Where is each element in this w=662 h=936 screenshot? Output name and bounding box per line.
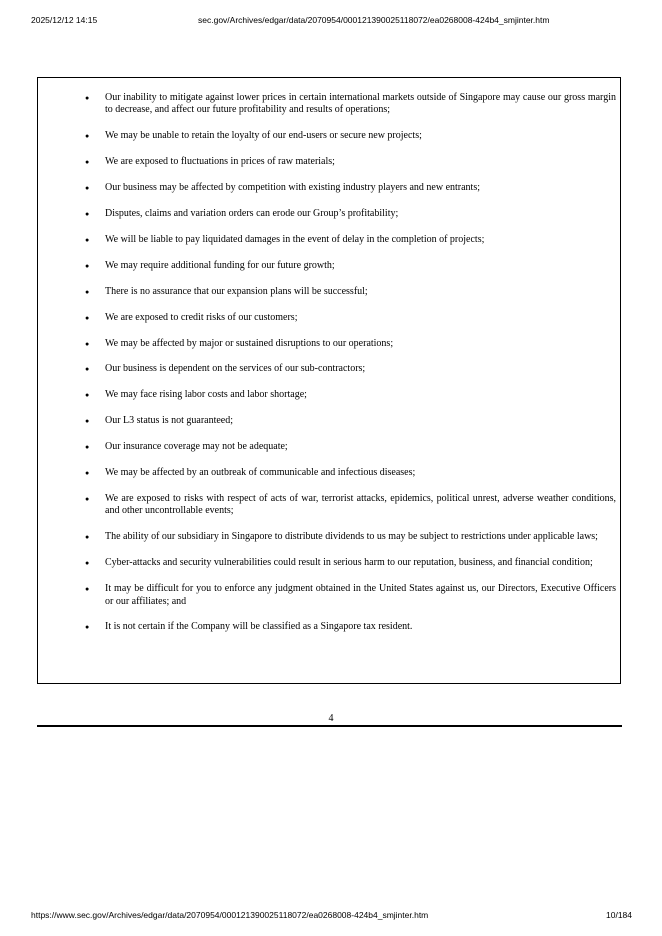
print-header-url: sec.gov/Archives/edgar/data/2070954/000121390025118072/ea0268008-424b4_smjinter.htm (198, 15, 550, 25)
risk-factor-item: ● We are exposed to credit risks of our customers; (85, 312, 616, 324)
risk-factor-item: ● There is no assurance that our expansion plans will be successful; (85, 286, 616, 298)
risk-factor-item: ● Disputes, claims and variation orders can erode our Group’s profitability; (85, 208, 616, 220)
page-number: 4 (328, 713, 334, 724)
print-page-counter: 10/184 (606, 910, 632, 920)
risk-factor-item: ● Our inability to mitigate against lower prices in certain international markets outside of Singapore may cause our gross margin to decrease, and affect our future profitability and results of operations; (85, 92, 616, 117)
print-footer-url: https://www.sec.gov/Archives/edgar/data/2070954/000121390025118072/ea0268008-424b4_smjinter.htm (31, 910, 429, 920)
risk-factor-item: ● Our L3 status is not guaranteed; (85, 415, 616, 427)
risk-factor-item: ● We will be liable to pay liquidated damages in the event of delay in the completion of projects; (85, 234, 616, 246)
page-divider (37, 725, 622, 727)
risk-factor-item: ● It is not certain if the Company will be classified as a Singapore tax resident. (85, 621, 616, 633)
risk-factor-item: ● We may be affected by an outbreak of communicable and infectious diseases; (85, 467, 616, 479)
risk-factor-item: ● We may be affected by major or sustained disruptions to our operations; (85, 338, 616, 350)
risk-factor-item: ● Our business may be affected by competition with existing industry players and new entrants; (85, 182, 616, 194)
risk-factor-item: ● We are exposed to risks with respect of acts of war, terrorist attacks, epidemics, political unrest, adverse weather conditions, and other uncontrollable events; (85, 493, 616, 518)
risk-factor-item: ● The ability of our subsidiary in Singapore to distribute dividends to us may be subject to restrictions under applicable laws; (85, 531, 616, 543)
risk-factor-item: ● We may require additional funding for our future growth; (85, 260, 616, 272)
print-datetime: 2025/12/12 14:15 (31, 15, 98, 25)
risk-factor-item: ● Our business is dependent on the services of our sub-contractors; (85, 363, 616, 375)
risk-factor-item: ● We may be unable to retain the loyalty of our end-users or secure new projects; (85, 130, 616, 142)
risk-factor-item: ● Cyber-attacks and security vulnerabilities could result in serious harm to our reputation, business, and financial condition; (85, 557, 616, 569)
risk-factor-item: ● We may face rising labor costs and labor shortage; (85, 389, 616, 401)
risk-summary-box (37, 77, 621, 684)
risk-factor-list (85, 92, 616, 647)
risk-factor-item: ● We are exposed to fluctuations in prices of raw materials; (85, 156, 616, 168)
risk-factor-item: ● It may be difficult for you to enforce any judgment obtained in the United States against us, our Directors, Executive Officers or our affiliates; and (85, 583, 616, 608)
risk-factor-item: ● Our insurance coverage may not be adequate; (85, 441, 616, 453)
